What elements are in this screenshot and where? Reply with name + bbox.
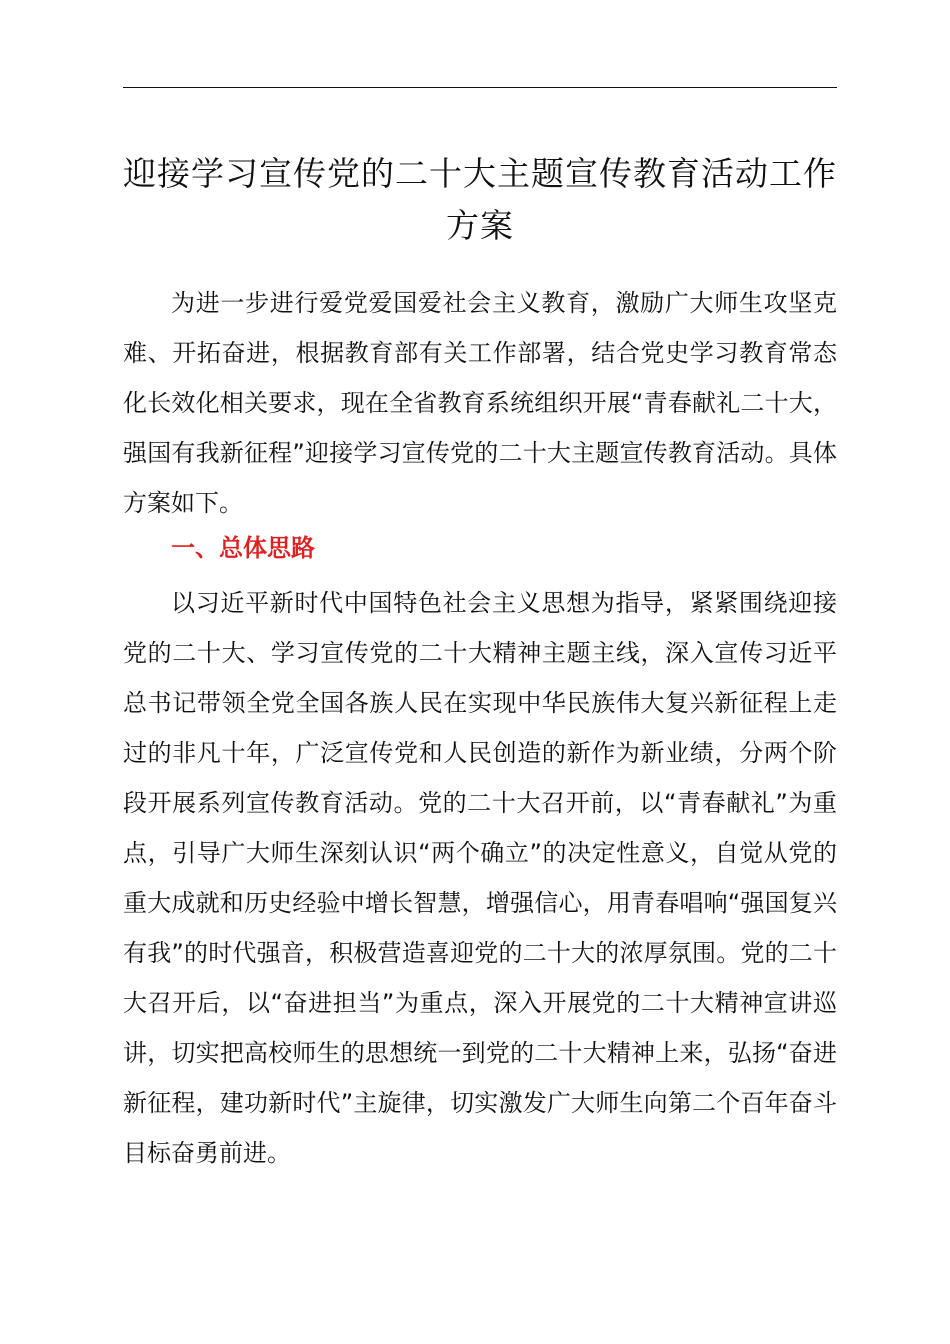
intro-paragraph: 为进一步进行爱党爱国爱社会主义教育，激励广大师生攻坚克难、开拓奋进，根据教育部有关工作部署，结合党史学习教育常态化长效化相关要求，现在全省教育系统组织开展“青春献礼二十大，强国有我新征程”迎接学习宣传党的二十大主题宣传教育活动。具体方案如下。 [123,289,837,517]
document-title: 迎接学习宣传党的二十大主题宣传教育活动工作方案 [123,154,837,245]
header-rule [123,87,837,88]
section-heading-overall-approach: 一、总体思路 [171,534,315,562]
section-paragraph-overall-approach: 以习近平新时代中国特色社会主义思想为指导，紧紧围绕迎接党的二十大、学习宣传党的二十大精神主题主线，深入宣传习近平总书记带领全党全国各族人民在实现中华民族伟大复兴新征程上走过的非凡十年，广泛宣传党和人民创造的新作为新业绩，分两个阶段开展系列宣传教育活动。党的二十大召开前，以“青春献礼”为重点，引导广大师生深刻认识“两个确立”的决定性意义，自觉从党的重大成就和历史经验中增长智慧，增强信心，用青春唱响“强国复兴有我”的时代强音，积极营造喜迎党的二十大的浓厚氛围。党的二十大召开后，以“奋进担当”为重点，深入开展党的二十大精神宣讲巡讲，切实把高校师生的思想统一到党的二十大精神上来，弘扬“奋进新征程，建功新时代”主旋律，切实激发广大师生向第二个百年奋斗目标奋勇前进。 [123,589,837,1167]
